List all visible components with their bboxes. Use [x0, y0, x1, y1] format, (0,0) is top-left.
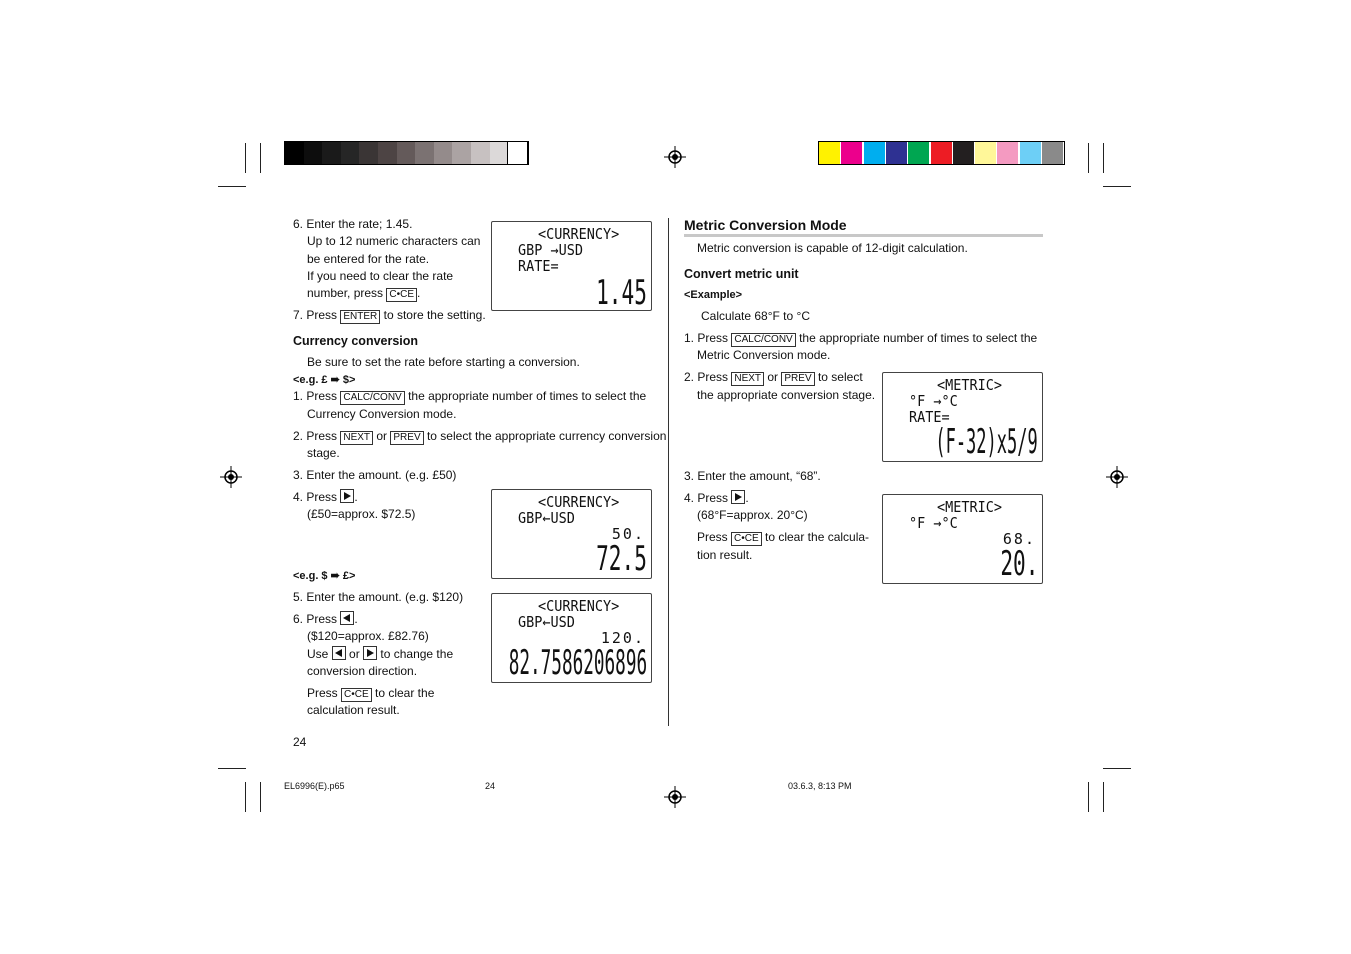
cur-step6-press: Press C•CE to clear the	[307, 686, 435, 700]
gray-swatch	[304, 142, 323, 164]
step6-line2: Up to 12 numeric characters can	[307, 234, 481, 248]
gray-swatch	[322, 142, 341, 164]
lcd-display-usd-gbp	[491, 593, 652, 683]
example-gbp-usd: <e.g. £ ➠ $>	[293, 374, 356, 386]
currency-intro: Be sure to set the rate before starting a conversion.	[307, 355, 580, 369]
lcd-input-value: 120.	[600, 629, 645, 647]
convert-heading: Convert metric unit	[684, 267, 799, 281]
step6-line4: If you need to clear the rate	[307, 269, 454, 283]
met-step3: 3. Enter the amount, “68”.	[684, 469, 821, 483]
lcd-line2: °F →°C	[909, 514, 958, 532]
crop-mark	[260, 143, 261, 173]
gray-swatch	[508, 142, 527, 164]
cur-step1-line2: Currency Conversion mode.	[307, 407, 457, 421]
footer-date: 03.6.3, 8:13 PM	[788, 781, 852, 791]
color-swatch	[931, 142, 952, 164]
title-underline	[684, 234, 1043, 237]
gray-swatch	[378, 142, 397, 164]
crop-mark	[245, 782, 246, 812]
calc-conv-key: CALC/CONV	[731, 333, 795, 347]
cur-step2: 2. Press NEXT or PREV to select the appropriate currency conversion	[293, 429, 667, 443]
prev-key: PREV	[390, 431, 423, 445]
step6-line5: number, press C•CE .	[307, 286, 421, 300]
gray-swatch	[490, 142, 509, 164]
crop-mark	[1088, 782, 1089, 812]
crop-mark	[245, 143, 246, 173]
lcd-line1: <CURRENCY>	[538, 597, 620, 615]
color-swatch	[841, 142, 862, 164]
left-arrow-key-icon	[340, 611, 354, 625]
example-calc: Calculate 68°F to °C	[701, 309, 810, 323]
lcd-input-value: 68.	[1002, 530, 1036, 548]
lcd-line2: GBP←USD	[518, 509, 575, 527]
crop-mark	[260, 782, 261, 812]
prev-key: PREV	[781, 372, 814, 386]
gray-swatch	[434, 142, 453, 164]
crop-mark	[218, 186, 246, 187]
color-swatch	[864, 142, 885, 164]
gray-swatch	[359, 142, 378, 164]
color-swatch	[975, 142, 996, 164]
met-step2: 2. Press NEXT or PREV to select	[684, 370, 863, 384]
cce-key: C•CE	[341, 688, 372, 702]
gray-swatch	[397, 142, 416, 164]
lcd-line2: GBP →USD	[518, 241, 584, 259]
currency-heading: Currency conversion	[293, 334, 419, 348]
lcd-big-value: 82.7586206896	[508, 643, 647, 683]
met-step4-note: (68°F=approx. 20°C)	[697, 508, 808, 522]
column-divider	[668, 218, 669, 726]
crop-mark	[1103, 768, 1131, 769]
gray-swatch	[471, 142, 490, 164]
color-swatch	[953, 142, 974, 164]
lcd-big-value: (F-32)x5/9	[935, 422, 1038, 462]
right-arrow-key-icon	[340, 489, 354, 503]
lcd-display-metric-result	[882, 494, 1043, 584]
footer-page: 24	[485, 781, 496, 791]
cur-step1: 1. Press CALC/CONV the appropriate number of times to select the	[293, 389, 647, 403]
registration-mark-icon	[220, 466, 242, 488]
gray-swatch	[452, 142, 471, 164]
cur-step4: 4. Press .	[293, 490, 358, 504]
step6-line1: 6. Enter the rate; 1.45.	[293, 217, 413, 231]
met-step4-press: Press C•CE to clear the calcula-	[697, 530, 870, 544]
met-step1-line2: Metric Conversion mode.	[697, 348, 831, 362]
lcd-display-metric-rate	[882, 372, 1043, 462]
footer-filename: EL6996(E).p65	[284, 781, 345, 791]
met-step1: 1. Press CALC/CONV the appropriate number of times to select the	[684, 331, 1038, 345]
lcd-big-value: 20.	[999, 544, 1038, 584]
lcd-line1: <METRIC>	[937, 498, 1003, 516]
gray-swatch	[415, 142, 434, 164]
right-arrow-key-icon	[731, 490, 745, 504]
cur-step5: 5. Enter the amount. (e.g. $120)	[293, 590, 464, 604]
enter-key: ENTER	[340, 310, 380, 324]
lcd-line3: RATE=	[518, 257, 559, 275]
cur-step4-note: (£50=approx. $72.5)	[307, 507, 416, 521]
gray-swatch	[341, 142, 360, 164]
lcd-display-gbp-usd	[491, 489, 652, 579]
right-arrow-key-icon	[363, 646, 377, 660]
met-step2-line2: the appropriate conversion stage.	[697, 388, 876, 402]
next-key: NEXT	[731, 372, 764, 386]
color-swatch	[819, 142, 840, 164]
crop-mark	[1088, 143, 1089, 173]
lcd-line2: °F →°C	[909, 392, 958, 410]
registration-mark-icon	[664, 146, 686, 168]
calc-conv-key: CALC/CONV	[340, 391, 404, 405]
metric-title: Metric Conversion Mode	[684, 217, 847, 233]
registration-mark-icon	[1106, 466, 1128, 488]
met-step4-clear2: tion result.	[697, 548, 753, 562]
cur-step6-line2: conversion direction.	[307, 664, 418, 678]
registration-mark-icon	[664, 786, 686, 808]
cur-step6-use: Use or to change the	[307, 647, 454, 661]
cce-key: C•CE	[731, 532, 762, 546]
met-step4: 4. Press .	[684, 491, 749, 505]
cur-step6-note: ($120=approx. £82.76)	[307, 629, 429, 643]
cur-step3: 3. Enter the amount. (e.g. £50)	[293, 468, 457, 482]
next-key: NEXT	[340, 431, 373, 445]
cur-step2-line2: stage.	[307, 446, 340, 460]
example-label: <Example>	[684, 289, 743, 301]
lcd-display-rate	[491, 221, 652, 311]
crop-mark	[218, 768, 246, 769]
crop-mark	[1103, 143, 1104, 173]
page-number: 24	[293, 735, 307, 749]
lcd-line3: RATE=	[909, 408, 950, 426]
lcd-line1: <METRIC>	[937, 376, 1003, 394]
color-swatch	[997, 142, 1018, 164]
color-swatch	[908, 142, 929, 164]
metric-intro: Metric conversion is capable of 12-digit calculation.	[697, 241, 968, 255]
cur-step6-clear2: calculation result.	[307, 703, 400, 717]
cce-key: C•CE	[386, 288, 417, 302]
color-swatch	[1020, 142, 1041, 164]
crop-mark	[1103, 186, 1131, 187]
lcd-line1: <CURRENCY>	[538, 225, 620, 243]
step6-line3: be entered for the rate.	[307, 252, 430, 266]
left-arrow-key-icon	[332, 646, 346, 660]
lcd-line2: GBP←USD	[518, 613, 575, 631]
lcd-big-value: 1.45	[596, 273, 647, 313]
lcd-big-value: 72.5	[596, 539, 647, 579]
color-swatch	[1042, 142, 1063, 164]
cur-step6: 6. Press .	[293, 612, 358, 626]
step7: 7. Press ENTER to store the setting.	[293, 308, 486, 322]
gray-swatch	[285, 142, 304, 164]
crop-mark	[1103, 782, 1104, 812]
lcd-input-value: 50.	[611, 525, 645, 543]
example-usd-gbp: <e.g. $ ➠ £>	[293, 570, 356, 582]
lcd-line1: <CURRENCY>	[538, 493, 620, 511]
color-swatch	[886, 142, 907, 164]
